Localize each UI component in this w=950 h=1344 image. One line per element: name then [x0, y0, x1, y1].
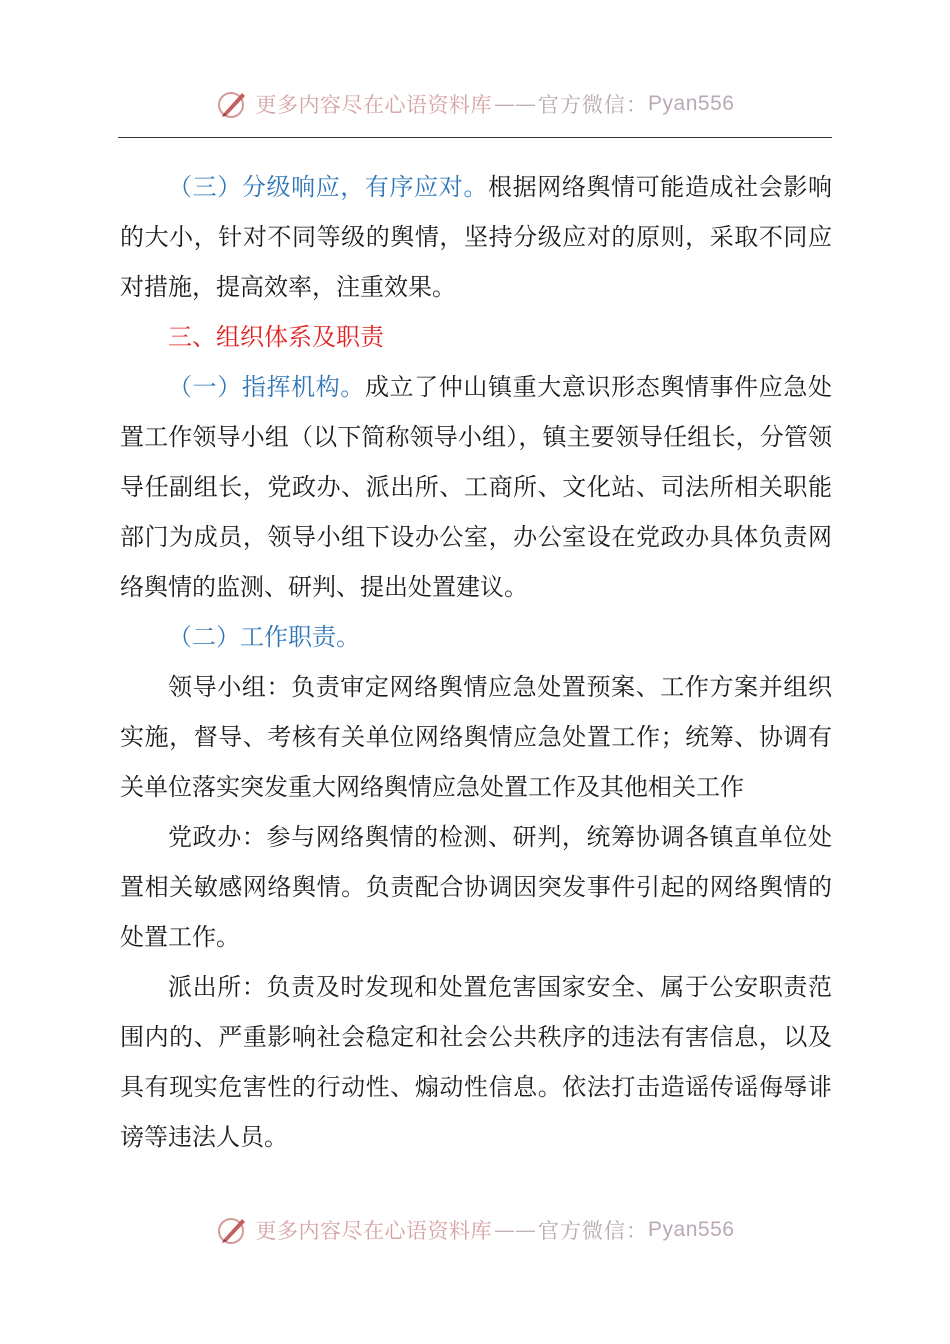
watermark-brand: 更多内容尽在心语资料库 — [255, 1219, 493, 1243]
paragraph-lead: （一）指挥机构。 — [168, 373, 365, 401]
quill-pen-icon — [216, 1213, 250, 1247]
watermark-handle: Pyan556 — [648, 92, 735, 115]
paragraph-leading-group: 领导小组：负责审定网络舆情应急处置预案、工作方案并组织实施，督导、考核有关单位网络舆情应急处置工作；统筹、协调有关单位落实突发重大网络舆情应急处置工作及其他相关工作 — [120, 673, 832, 801]
watermark-handle: Pyan556 — [648, 1218, 735, 1241]
paragraph-lead: （二）工作职责。 — [168, 623, 360, 651]
header-rule — [118, 137, 832, 138]
paragraph-police-station: 派出所：负责及时发现和处置危害国家安全、属于公安职责范围内的、严重影响社会稳定和社会公共秩序的违法有害信息，以及具有现实危害性的行动性、煽动性信息。依法打击造谣传谣侮辱诽谤等违法人员。 — [120, 973, 832, 1151]
quill-pen-icon — [216, 87, 250, 121]
paragraph-command-structure — [120, 362, 832, 612]
watermark-dash: —— — [494, 1218, 537, 1242]
paragraph-tiered-response — [120, 162, 832, 312]
section-heading: 三、组织体系及职责 — [168, 323, 384, 351]
paragraph-lead: （三）分级响应，有序应对。 — [168, 173, 488, 201]
paragraph-text: 成立了仲山镇重大意识形态舆情事件应急处置工作领导小组（以下简称领导小组），镇主要领导任组长，分管领导任副组长，党政办、派出所、工商所、文化站、司法所相关职能部门为成员，领导小组下设办公室，办公室设在党政办具体负责网络舆情的监测、研判、提出处置建议。 — [120, 373, 833, 601]
footer-watermark — [0, 1206, 950, 1254]
paragraph-duties-heading — [120, 612, 832, 662]
paragraph-text: 根据网络舆情可能造成社会影响的大小，针对不同等级的舆情，坚持分级应对的原则，采取不同应对措施，提高效率，注重效果。 — [120, 173, 832, 301]
watermark-brand: 更多内容尽在心语资料库 — [255, 93, 493, 117]
watermark-wechat-label: 官方微信： — [538, 93, 649, 117]
watermark-dash: —— — [494, 92, 537, 116]
header-watermark — [0, 80, 950, 128]
document-body — [120, 162, 832, 1162]
paragraph-party-office: 党政办：参与网络舆情的检测、研判，统筹协调各镇直单位处置相关敏感网络舆情。负责配合协调因突发事件引起的网络舆情的处置工作。 — [120, 823, 832, 951]
watermark-wechat-label: 官方微信： — [538, 1219, 649, 1243]
